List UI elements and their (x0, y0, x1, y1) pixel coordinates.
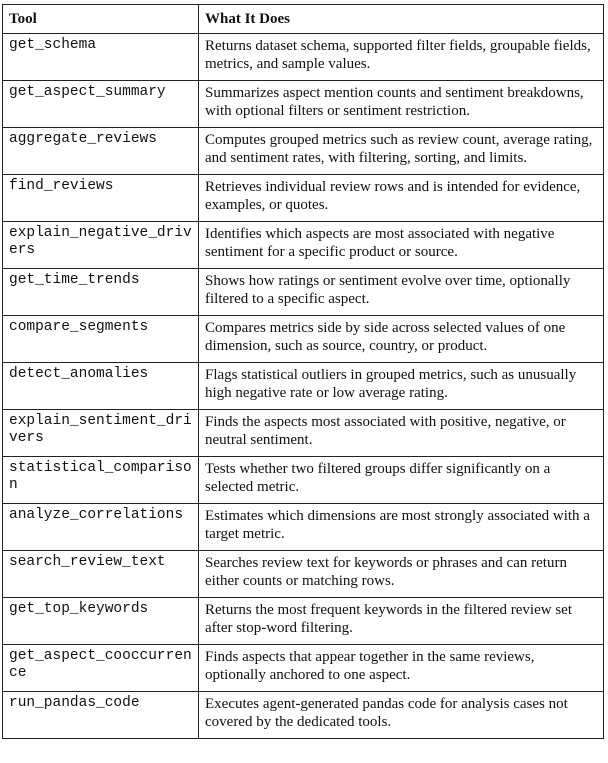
tool-name-cell: get_aspect_cooccurrence (3, 645, 199, 692)
tool-description-cell: Finds aspects that appear together in the same reviews, optionally anchored to one aspect. (199, 645, 604, 692)
tool-name-cell: detect_anomalies (3, 363, 199, 410)
table-row (3, 269, 604, 316)
tool-description-cell: Finds the aspects most associated with positive, negative, or neutral sentiment. (199, 410, 604, 457)
table-row (3, 551, 604, 598)
header-row (3, 5, 604, 34)
table-row (3, 598, 604, 645)
tool-description-cell: Returns dataset schema, supported filter fields, groupable fields, metrics, and sample values. (199, 34, 604, 81)
table-row (3, 410, 604, 457)
tool-name-cell: explain_negative_drivers (3, 222, 199, 269)
table-row (3, 316, 604, 363)
tool-name-cell: find_reviews (3, 175, 199, 222)
tool-description-cell: Flags statistical outliers in grouped metrics, such as unusually high negative rate or low average rating. (199, 363, 604, 410)
table-row (3, 692, 604, 739)
tool-name-cell: run_pandas_code (3, 692, 199, 739)
tool-name-cell: explain_sentiment_drivers (3, 410, 199, 457)
table-row (3, 363, 604, 410)
tool-description-cell: Compares metrics side by side across selected values of one dimension, such as source, country, or product. (199, 316, 604, 363)
tool-name-cell: get_top_keywords (3, 598, 199, 645)
table-row (3, 222, 604, 269)
tool-description-cell: Identifies which aspects are most associated with negative sentiment for a specific product or source. (199, 222, 604, 269)
tool-description-cell: Tests whether two filtered groups differ significantly on a selected metric. (199, 457, 604, 504)
tool-description-cell: Executes agent-generated pandas code for analysis cases not covered by the dedicated tools. (199, 692, 604, 739)
tool-name-cell: analyze_correlations (3, 504, 199, 551)
table-row (3, 457, 604, 504)
tool-description-cell: Searches review text for keywords or phrases and can return either counts or matching rows. (199, 551, 604, 598)
tool-description-cell: Retrieves individual review rows and is intended for evidence, examples, or quotes. (199, 175, 604, 222)
tool-description-cell: Computes grouped metrics such as review count, average rating, and sentiment rates, with filtering, sorting, and limits. (199, 128, 604, 175)
tool-description-cell: Shows how ratings or sentiment evolve over time, optionally filtered to a specific aspect. (199, 269, 604, 316)
tool-name-cell: get_schema (3, 34, 199, 81)
tool-name-cell: search_review_text (3, 551, 199, 598)
tool-description-cell: Returns the most frequent keywords in the filtered review set after stop-word filtering. (199, 598, 604, 645)
tool-name-cell: statistical_comparison (3, 457, 199, 504)
table-row (3, 128, 604, 175)
tool-name-cell: get_time_trends (3, 269, 199, 316)
column-header-description: What It Does (199, 5, 604, 34)
tool-name-cell: get_aspect_summary (3, 81, 199, 128)
table-row (3, 34, 604, 81)
tools-table (2, 4, 604, 739)
table-row (3, 504, 604, 551)
tool-name-cell: compare_segments (3, 316, 199, 363)
tool-name-cell: aggregate_reviews (3, 128, 199, 175)
table-row (3, 645, 604, 692)
tool-description-cell: Summarizes aspect mention counts and sentiment breakdowns, with optional filters or sentiment restriction. (199, 81, 604, 128)
table-row (3, 175, 604, 222)
column-header-tool: Tool (3, 5, 199, 34)
table-row (3, 81, 604, 128)
tool-description-cell: Estimates which dimensions are most strongly associated with a target metric. (199, 504, 604, 551)
